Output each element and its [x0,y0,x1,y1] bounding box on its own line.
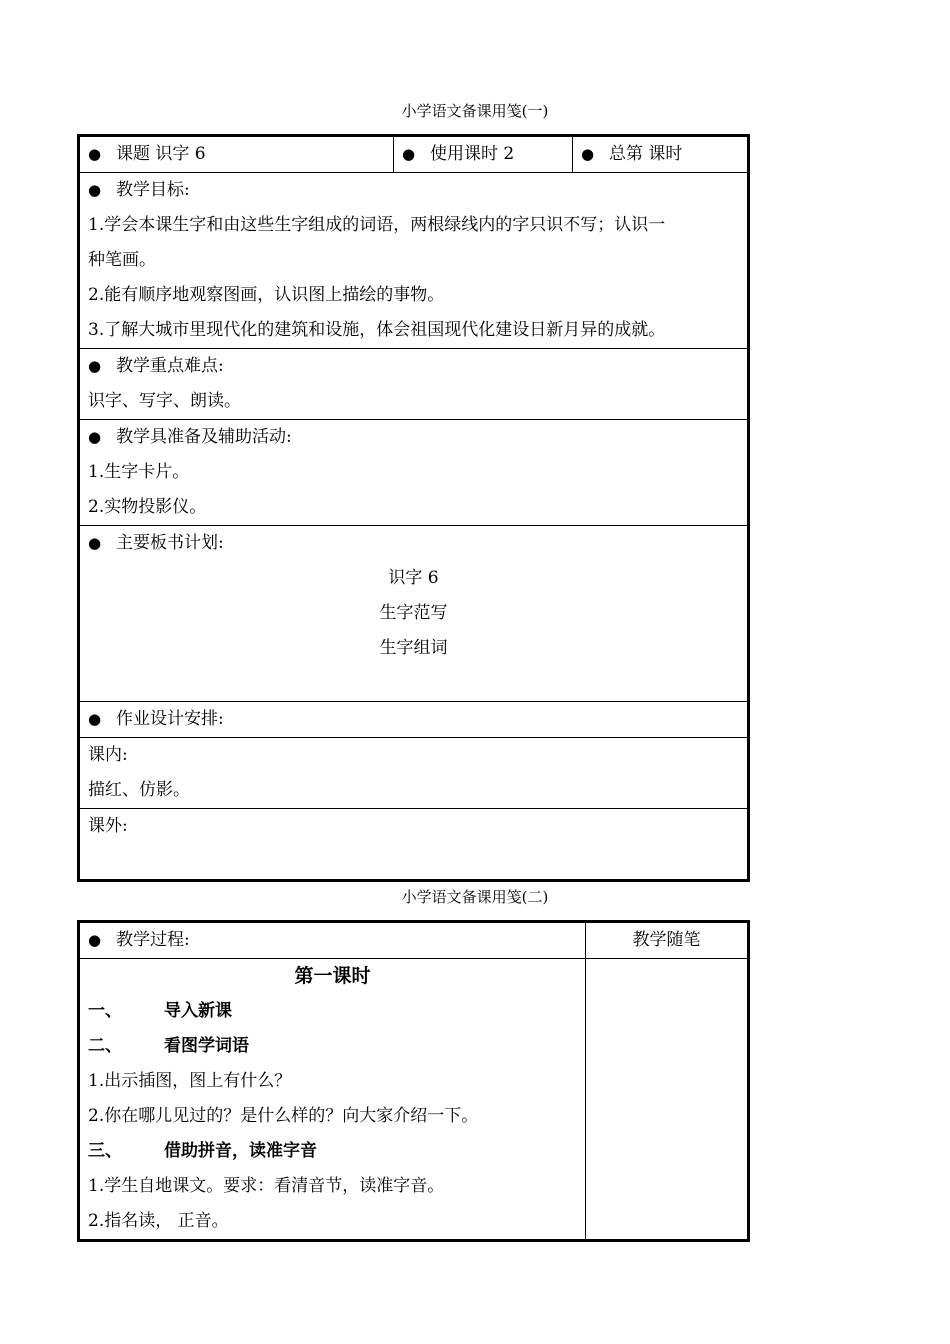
section-2-title: 看图学词语 [164,1036,249,1056]
board-cell [79,526,749,702]
section-2-heading [88,1029,577,1064]
prep-heading: 教学具准备及辅助活动: [116,427,292,447]
goal-1: 1.学会本课生字和由这些生字组成的词语，两根绿线内的字只识不写；认识一 [88,215,666,235]
inclass-label: 课内: [88,745,128,765]
bullet-icon: ● [88,145,102,163]
bullet-icon: ● [88,931,102,949]
process-heading: 教学过程: [116,930,190,950]
bullet-icon: ● [88,534,102,552]
process-body-row [79,959,749,1241]
section-3-item-2: 2.指名读， 正音。 [88,1211,229,1231]
goals-heading: 教学目标: [116,180,190,200]
board-heading: 主要板书计划: [116,533,224,553]
lesson-title: 第一课时 [294,965,371,987]
hours-cell [394,136,573,173]
bullet-icon: ● [88,357,102,375]
bullet-icon: ● [88,181,102,199]
goal-1-cont: 种笔画。 [88,250,156,270]
notes-heading-cell [586,922,749,959]
goal-2: 2.能有顺序地观察图画，认识图上描绘的事物。 [88,285,445,305]
section-1-heading [88,994,577,1029]
section-3-heading [88,1134,577,1169]
keypoints-cell [79,349,749,420]
homework-heading: 作业设计安排: [116,709,224,729]
prep-item-2: 2.实物投影仪。 [88,497,207,517]
page2-caption: 小学语文备课用笺(二) [401,888,549,906]
keypoints-row [79,349,749,420]
total-cell [573,136,749,173]
outclass-cell [79,809,749,881]
board-line-2: 生字范写 [379,603,448,623]
page1-caption: 小学语文备课用笺(一) [401,102,549,120]
keypoints-text: 识字、写字、朗读。 [88,391,241,411]
goals-cell [79,173,749,349]
section-1-title: 导入新课 [164,1001,232,1021]
notes-heading: 教学随笔 [632,930,701,950]
inclass-cell [79,738,749,809]
homework-row [79,702,749,738]
bullet-icon: ● [88,428,102,446]
homework-cell [79,702,749,738]
inclass-row [79,738,749,809]
lesson-plan-table-2 [77,920,750,1242]
process-heading-cell [79,922,586,959]
outclass-row [79,809,749,881]
hours: 使用课时 2 [430,144,515,164]
total-hours: 总第 课时 [609,144,683,164]
section-3-number: 三、 [88,1141,122,1161]
goal-3: 3.了解大城市里现代化的建筑和设施，体会祖国现代化建设日新月异的成就。 [88,320,666,340]
lesson-plan-table-1 [77,134,750,882]
prep-row [79,420,749,526]
section-1-number: 一、 [88,1001,122,1021]
keypoints-heading: 教学重点难点: [116,356,224,376]
goals-row [79,173,749,349]
topic-cell [79,136,394,173]
outclass-label: 课外: [88,816,128,836]
inclass-text: 描红、仿影。 [88,780,190,800]
board-line-3: 生字组词 [379,638,448,658]
notes-body-cell [586,959,749,1241]
section-2-item-1: 1.出示插图，图上有什么？ [88,1071,292,1091]
section-3-title: 借助拼音，读准字音 [164,1141,317,1161]
bullet-icon: ● [581,145,595,163]
process-header-row [79,922,749,959]
section-3-item-1: 1.学生自地课文。要求：看清音节，读准字音。 [88,1176,445,1196]
prep-item-1: 1.生字卡片。 [88,462,190,482]
bullet-icon: ● [88,710,102,728]
section-2-number: 二、 [88,1036,122,1056]
header-row [79,136,749,173]
board-line-1: 识字 6 [388,568,439,588]
board-row [79,526,749,702]
process-body-cell [79,959,586,1241]
section-2-item-2: 2.你在哪儿见过的？是什么样的？向大家介绍一下。 [88,1106,479,1126]
bullet-icon: ● [402,145,416,163]
topic: 课题 识字 6 [116,144,206,164]
prep-cell [79,420,749,526]
